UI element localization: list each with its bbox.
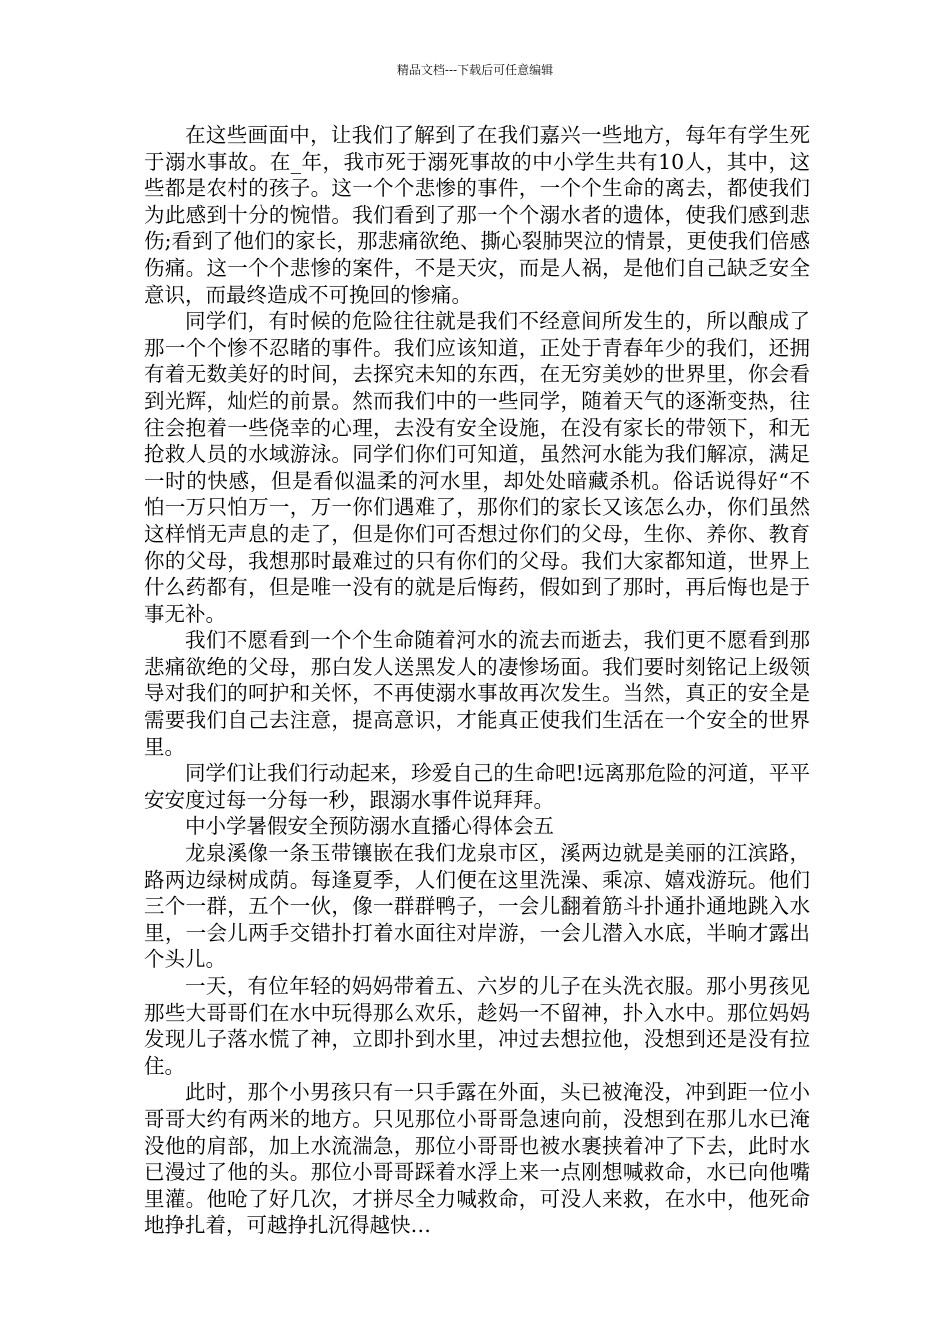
paragraph-7: 此时，那个小男孩只有一只手露在外面，头已被淹没，冲到距一位小哥哥大约有两米的地方。只见那位小哥哥急速向前，没想到在那儿水已淹没他的肩部，加上水流湍急，那位小哥哥也被水裹挟着冲了下去，此时水已漫过了他的头。那位小哥哥踩着水浮上来一点刚想喊救命，水已向他嘴里灌。他呛了好几次，才拼尽全力喊救命，可没人来救，在水中，他死命地挣扎着，可越挣扎沉得越快… <box>144 1080 810 1238</box>
section-heading: 中小学暑假安全预防溺水直播心得体会五 <box>185 814 554 839</box>
paragraph-2: 同学们，有时候的危险往往就是我们不经意间所发生的，所以酿成了那一个个惨不忍睹的事件。我们应该知道，正处于青春年少的我们，还拥有着无数美好的时间，去探究未知的东西，在无穷美妙的世界里，你会看到光辉，灿烂的前景。然而我们中的一些同学，随着天气的逐渐变热，往往会抱着一些侥幸的心理，去没有安全设施，在没有家长的带领下，和无抢救人员的水域游泳。同学们你们可知道，虽然河水能为我们解凉，满足一时的快感，但是看似温柔的河水里，却处处暗藏杀机。俗话说得好“不怕一万只怕万一，万一你们遇难了，那你们的家长又该怎么办，你们虽然这样悄无声息的走了，但是你们可否想过你们的父母，生你、养你、教育你的父母，我想那时最难过的只有你们的父母。我们大家都知道，世界上什么药都有，但是唯一没有的就是后悔药，假如到了那时，再后悔也是于事无补。 <box>144 309 810 626</box>
document-body <box>144 122 810 1239</box>
paragraph-1: 在这些画面中，让我们了解到了在我们嘉兴一些地方，每年有学生死于溺水事故。在_年，我市死于溺死事故的中小学生共有10人，其中，这些都是农村的孩子。这一个个悲惨的事件，一个个生命的离去，都使我们为此感到十分的惋惜。我们看到了那一个个溺水者的遗体，使我们感到悲伤;看到了他们的家长，那悲痛欲绝、撕心裂肺哭泣的情景，更使我们倍感伤痛。这一个个悲惨的案件，不是天灾，而是人祸，是他们自己缺乏安全意识，而最终造成不可挽回的惨痛。 <box>144 123 810 307</box>
page-header: 精品文档---下载后可任意编辑 <box>396 63 554 77</box>
paragraph-6: 一天，有位年轻的妈妈带着五、六岁的儿子在头洗衣服。那小男孩见那些大哥哥们在水中玩得那么欢乐，趁妈一不留神，扑入水中。那位妈妈发现儿子落水慌了神，立即扑到水里，冲过去想拉他，没想到还是没有拉住。 <box>144 974 810 1078</box>
paragraph-5: 龙泉溪像一条玉带镶嵌在我们龙泉市区，溪两边就是美丽的江滨路，路两边绿树成荫。每逢夏季，人们便在这里洗澡、乘凉、嬉戏游玩。他们三个一群，五个一伙，像一群群鸭子，一会儿翻着筋斗扑通扑通地跳入水里，一会儿两手交错扑打着水面往对岸游，一会儿潜入水底，半晌才露出个头儿。 <box>144 841 810 972</box>
paragraph-3: 我们不愿看到一个个生命随着河水的流去而逝去，我们更不愿看到那悲痛欲绝的父母，那白发人送黑发人的凄惨场面。我们要时刻铭记上级领导对我们的呵护和关怀，不再使溺水事故再次发生。当然，真正的安全是需要我们自己去注意，提高意识，才能真正使我们生活在一个安全的世界里。 <box>144 628 810 759</box>
paragraph-4: 同学们让我们行动起来，珍爱自己的生命吧!远离那危险的河道，平平安安度过每一分每一秒，跟溺水事件说拜拜。 <box>144 761 810 812</box>
